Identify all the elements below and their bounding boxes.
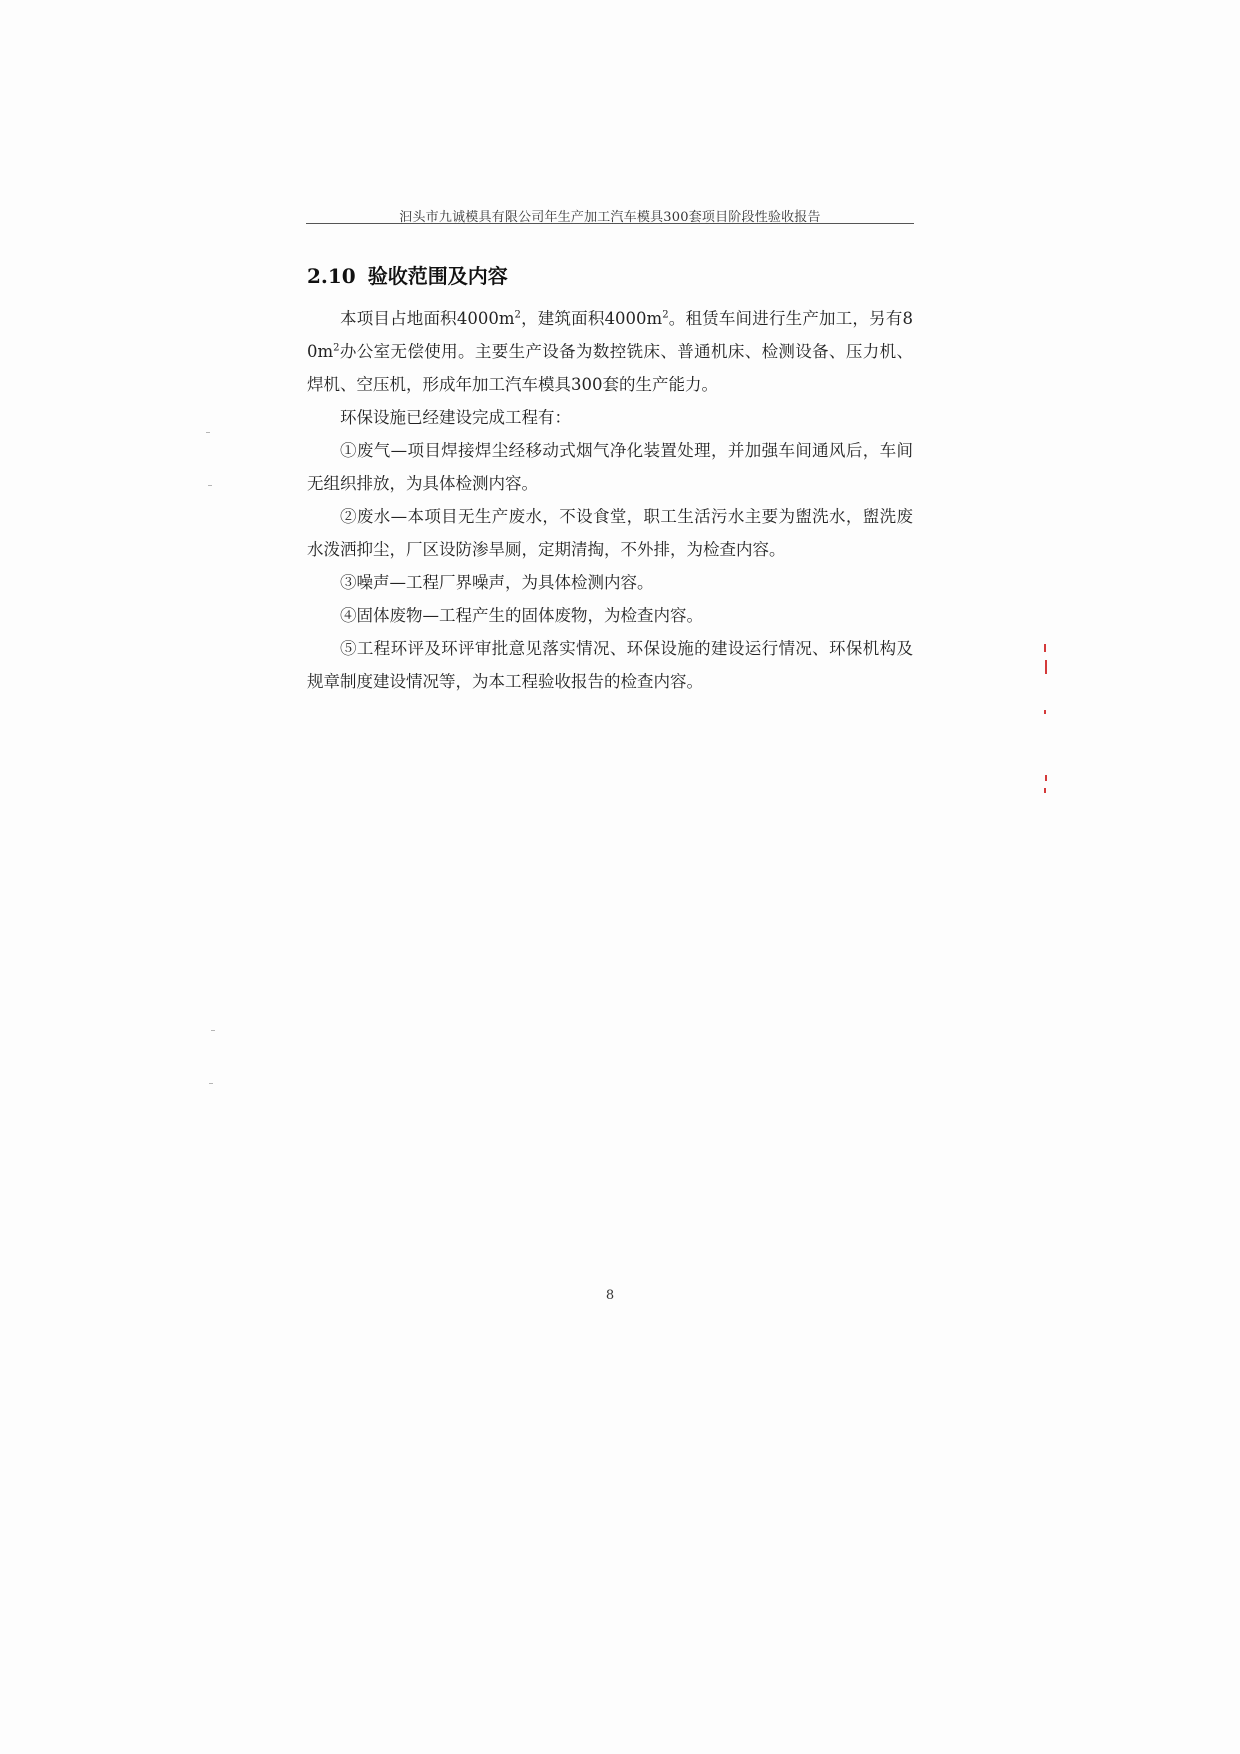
section-body bbox=[307, 302, 913, 698]
superscript: 2 bbox=[514, 309, 521, 321]
superscript: 2 bbox=[662, 309, 669, 321]
section-number: 2.10 bbox=[307, 264, 356, 288]
scan-speck bbox=[211, 1030, 215, 1031]
paragraph-noise: ③噪声—工程厂界噪声，为具体检测内容。 bbox=[340, 573, 654, 592]
paragraph-facilities-intro: 环保设施已经建设完成工程有： bbox=[340, 408, 571, 427]
paragraph-waste-water: ②废水—本项目无生产废水，不设食堂，职工生活污水主要为盥洗水，盥洗废水泼洒抑尘，厂区设防渗旱厕，定期清掏，不外排，为检查内容。 bbox=[307, 507, 913, 559]
running-header: 汩头市九诚模具有限公司年生产加工汽车模具300套项目阶段性验收报告 bbox=[399, 210, 821, 225]
paragraph-text: 本项目占地面积4000m bbox=[340, 309, 515, 328]
paragraph-inspection-scope: ⑤工程环评及环评审批意见落实情况、环保设施的建设运行情况、环保机构及规章制度建设情况等，为本工程验收报告的检查内容。 bbox=[307, 639, 913, 691]
scan-speck bbox=[209, 1083, 213, 1084]
scan-speck bbox=[208, 485, 212, 486]
seal-fragment bbox=[1044, 788, 1046, 793]
header-rule bbox=[306, 223, 914, 224]
page-number: 8 bbox=[605, 1288, 615, 1303]
seal-fragment bbox=[1044, 644, 1046, 652]
paragraph-solid-waste: ④固体废物—工程产生的固体废物，为检查内容。 bbox=[340, 606, 703, 625]
paragraph-waste-gas: ①废气—项目焊接焊尘经移动式烟气净化装置处理，并加强车间通风后，车间无组织排放，为具体检测内容。 bbox=[307, 441, 913, 493]
seal-fragment bbox=[1044, 710, 1046, 714]
seal-fragment bbox=[1045, 660, 1047, 674]
paragraph-text: ，建筑面积4000m bbox=[520, 309, 663, 328]
section-heading bbox=[307, 260, 508, 289]
paragraph-area bbox=[307, 302, 913, 401]
section-title: 验收范围及内容 bbox=[367, 264, 508, 288]
seal-fragment bbox=[1045, 775, 1047, 781]
paragraph-text: 。租赁车间进行生产加工，另有80m bbox=[307, 309, 914, 361]
scan-speck bbox=[206, 432, 210, 433]
paragraph-text: 办公室无偿使用。主要生产设备为数控铣床、普通机床、检测设备、压力机、焊机、空压机，形成年加工汽车模具300套的生产能力。 bbox=[307, 342, 913, 394]
superscript: 2 bbox=[333, 342, 340, 354]
